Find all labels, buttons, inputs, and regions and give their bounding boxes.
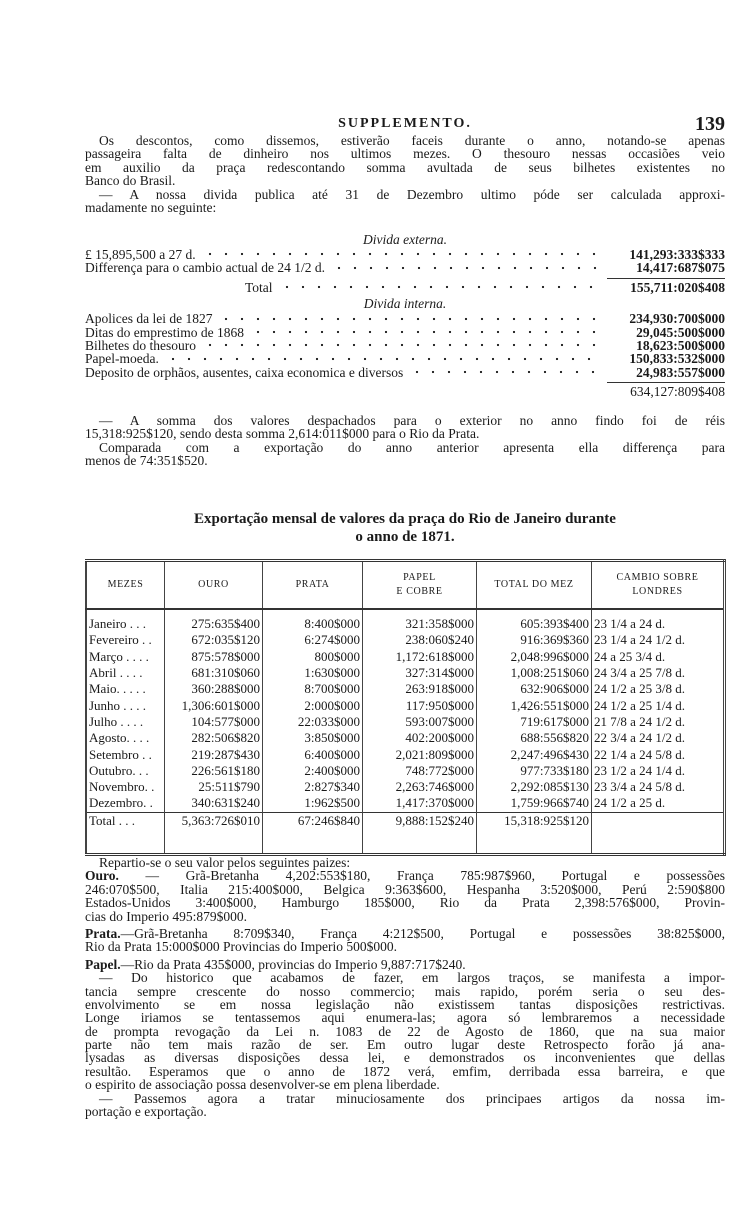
spacer-cell [477, 829, 592, 855]
public-debt-statement [85, 232, 725, 399]
text-line: Longe iriamos se tentassemos aqui enumera-las; agora só lembraremos a necessidade [85, 1010, 725, 1026]
cell-month: Abril . . . . [86, 665, 165, 681]
text-line: parte não tem mais razão de ser. Em outro lugar deste Retrospecto forão já ana- [85, 1037, 725, 1053]
spacer-cell [165, 829, 263, 855]
cell-exchange-rate: 24 1/2 a 25 d. [594, 795, 666, 811]
debt-grand-total: 634,127:809$408 [630, 384, 725, 400]
cell-paper-copper: 263:918$000 [363, 681, 477, 697]
cell-month: Maio. . . . . [86, 681, 165, 697]
text-line: portação e exportação. [85, 1104, 207, 1120]
leader-dots [250, 327, 599, 337]
debt-label: £ 15,895,500 a 27 d. [85, 246, 196, 262]
table-total-row [86, 812, 725, 829]
cell-exchange-rate: 24 3/4 a 25 7/8 d. [594, 665, 685, 681]
cell-gold: 104:577$000 [165, 714, 263, 730]
spacer-cell [86, 829, 165, 855]
col-header-months: MEZES [86, 561, 165, 610]
leader-dots [165, 354, 599, 364]
leader-dots [202, 249, 599, 259]
col-header-silver: PRATA [263, 561, 363, 610]
debt-value: 24,983:557$000 [636, 364, 725, 380]
page-header [85, 113, 725, 133]
cell-gold: 360:288$000 [165, 681, 263, 697]
debt-value: 150,833:532$000 [629, 351, 725, 367]
table-row [86, 681, 725, 697]
text-line: madamente no seguinte: [85, 199, 217, 215]
sum-rule [607, 382, 725, 383]
table-row [86, 714, 725, 730]
debt-row [85, 261, 725, 274]
cell-silver: 3:850$000 [263, 730, 363, 746]
text-run: —Grã-Bretanha 8:709$340, França 4:212$500, Portugal e possessões 38:825$000, [120, 925, 725, 941]
table-row [86, 697, 725, 713]
text-line: o espirito de associação possa desenvolver-se em plena liberdade. [85, 1077, 440, 1093]
cell-gold: 25:511$790 [165, 779, 263, 795]
cell-month-total: 977:733$180 [477, 763, 592, 779]
header-line: LONDRES [632, 586, 683, 597]
cell-month: Junho . . . . [86, 697, 165, 713]
cell-paper-copper: 1,172:618$000 [363, 649, 477, 665]
paragraph-discounts [85, 134, 725, 214]
text-line: cias do Imperio 495:879$000. [85, 908, 247, 924]
cell-silver: 2:000$000 [263, 697, 363, 713]
spacer-cell [363, 829, 477, 855]
cell-exchange-rate: 23 3/4 a 24 5/8 d. [594, 779, 685, 795]
col-header-gold: OURO [165, 561, 263, 610]
text-line: tancia sempre crescente do nosso commercio; mais rapido, porém seria o seu des- [85, 983, 725, 999]
cell-gold: 275:635$400 [165, 609, 263, 632]
cell-month: Agosto. . . . [86, 730, 165, 746]
text-line: Rio da Prata 15:000$000 Provincias do Imperio 500$000. [85, 939, 397, 955]
debt-label: Deposito de orphãos, ausentes, caixa economica e diversos [85, 364, 404, 380]
text-line: Repartio-se o seu valor pelos seguintes paizes: [99, 855, 351, 870]
cell-month: Outubro. . . [86, 763, 165, 779]
col-header-month-total: TOTAL DO MEZ [477, 561, 592, 610]
col-header-exchange [592, 561, 725, 610]
text-line: resultão. Esperamos que o anno de 1872 verá, emfim, derribada essa barreira, e que [85, 1063, 725, 1079]
text-line: de prompta revogação da Lei n. 1083 de 22 de Agosto de 1860, que na sua maior [85, 1023, 725, 1039]
text-line: menos de 74:351$520. [85, 453, 208, 469]
cell-silver: 67:246$840 [263, 812, 363, 829]
cell-exchange-rate: 22 3/4 a 24 1/2 d. [594, 730, 685, 746]
debt-row [85, 352, 725, 365]
debt-label: Bilhetes do thesouro [85, 337, 196, 353]
cell-gold: 340:631$240 [165, 795, 263, 812]
debt-row [85, 366, 725, 379]
cell-exchange-rate [592, 812, 725, 829]
debt-row [85, 312, 725, 325]
table-row [86, 649, 725, 665]
cell-month: Fevereiro . . [86, 632, 165, 648]
cell-month: Julho . . . . [86, 714, 165, 730]
debt-row [85, 339, 725, 352]
run-in-head: Prata. [85, 925, 121, 941]
run-in-head: Ouro. [85, 868, 119, 884]
sum-rule [607, 278, 725, 279]
cell-silver: 8:400$000 [263, 609, 363, 632]
debt-total-row [85, 281, 725, 294]
cell-silver: 1:962$500 [263, 795, 363, 812]
cell-silver: 800$000 [263, 649, 363, 665]
table-row [86, 665, 725, 681]
text-line: lysadas as diversas disposições dessa lei, e demonstrados os inconvenientes que dellas [85, 1050, 725, 1066]
table-row [86, 632, 725, 648]
text-line [85, 869, 725, 882]
text-run: —Rio da Prata 435$000, provincias do Imperio 9,887:717$240. [120, 956, 466, 972]
cell-silver: 6:274$000 [263, 632, 363, 648]
cell-month-total: 1,759:966$740 [477, 795, 592, 812]
debt-label: Apolices da lei de 1827 [85, 311, 213, 327]
text-line: passageira falta de dinheiro nos ultimos mezes. O thesouro nessas occasiões veio [85, 146, 725, 162]
run-in-head: Papel. [85, 956, 121, 972]
cell-paper-copper: 238:060$240 [363, 632, 477, 648]
table-title [85, 510, 725, 546]
cell-month: Setembro . . [86, 746, 165, 762]
cell-month-total: 916:369$360 [477, 632, 592, 648]
debt-row [85, 248, 725, 261]
debt-row [85, 326, 725, 339]
cell-exchange-rate: 24 a 25 3/4 d. [594, 648, 666, 664]
cell-paper-copper: 593:007$000 [363, 714, 477, 730]
header-line: CAMBIO SOBRE [616, 572, 699, 583]
debt-value: 29,045:500$000 [636, 324, 725, 340]
cell-gold: 219:287$430 [165, 746, 263, 762]
cell-exchange-rate: 23 1/4 a 24 1/2 d. [594, 632, 685, 648]
cell-exchange-rate: 22 1/4 a 24 5/8 d. [594, 746, 685, 762]
text-line: Os descontos, como dissemos, estiverão faceis durante o anno, notando-se apenas [99, 133, 725, 148]
cell-paper-copper: 748:772$000 [363, 763, 477, 779]
text-line: — Passemos agora a tratar minuciosamente dos principaes artigos da nossa im- [99, 1090, 725, 1106]
cell-silver: 2:400$000 [263, 763, 363, 779]
text-line [85, 958, 725, 971]
running-title: SUPPLEMENTO. [338, 116, 472, 131]
text-line: envolvimento se em nossa legislação não existissem tantas disposições restrictivas. [85, 996, 725, 1012]
text-run: — Grã-Bretanha 4,202:553$180, França 785:987$960, Portugal e possessões [118, 868, 725, 884]
table-spacer-row [86, 829, 725, 855]
leader-dots [279, 282, 599, 292]
cell-exchange-rate: 23 1/4 a 24 d. [594, 616, 666, 632]
cell-exchange-rate: 24 1/2 a 25 3/8 d. [594, 681, 685, 697]
cell-month-total: 2,048:996$000 [477, 649, 592, 665]
cell-gold: 5,363:726$010 [165, 812, 263, 829]
text-line: em auxilio da praça redescontando somma avultada de seus bilhetes existentes no [85, 159, 725, 175]
leader-dots [331, 263, 599, 273]
cell-month: Janeiro . . . [86, 609, 165, 632]
header-line: PAPEL [403, 572, 436, 583]
cell-gold: 681:310$060 [165, 665, 263, 681]
paragraph-distribution [85, 856, 725, 1118]
cell-gold: 672:035$120 [165, 632, 263, 648]
text-line: 246:070$500, Italia 215:400$000, Belgica 9:363$600, Hespanha 3:520$000, Perú 2:590$800 [85, 881, 725, 897]
debt-label: Papel-moeda. [85, 351, 159, 367]
cell-exchange-rate: 21 7/8 a 24 1/2 d. [594, 713, 685, 729]
text-line: Banco do Brasil. [85, 173, 176, 189]
cell-paper-copper: 2,021:809$000 [363, 746, 477, 762]
debt-value: 18,623:500$000 [636, 337, 725, 353]
internal-debt-title: Divida interna. [363, 296, 447, 312]
text-line: — A nossa divida publica até 31 de Dezembro ultimo póde ser calculada approxi- [99, 186, 725, 202]
page-number: 139 [695, 113, 725, 135]
debt-value: 141,293:333$333 [629, 246, 725, 262]
cell-gold: 226:561$180 [165, 763, 263, 779]
cell-month-total: 719:617$000 [477, 714, 592, 730]
cell-gold: 282:506$820 [165, 730, 263, 746]
cell-paper-copper: 9,888:152$240 [363, 812, 477, 829]
table-title-line: Exportação mensal de valores da praça do Rio de Janeiro durante [194, 511, 616, 527]
total-value: 155,711:020$408 [630, 279, 725, 295]
cell-month-total: 1,426:551$000 [477, 697, 592, 713]
external-debt-title: Divida externa. [363, 232, 447, 247]
cell-paper-copper: 117:950$000 [363, 697, 477, 713]
cell-month-total: 688:556$820 [477, 730, 592, 746]
cell-month: Março . . . . [86, 649, 165, 665]
table-row [86, 795, 725, 812]
cell-exchange-rate: 23 1/2 a 24 1/4 d. [594, 762, 685, 778]
text-line: — A somma dos valores despachados para o exterior no anno findo foi de réis [99, 413, 725, 428]
text-line: Estados-Unidos 3:400$000, Hamburgo 185$000, Rio da Prata 2,398:576$000, Provin- [85, 895, 725, 911]
leader-dots [202, 340, 599, 350]
paragraph-exports [85, 414, 725, 468]
cell-exchange-rate: 24 1/2 a 25 1/4 d. [594, 697, 685, 713]
cell-month-total: 2,292:085$130 [477, 779, 592, 795]
table-title-line: o anno de 1871. [355, 529, 455, 545]
cell-month-total: 632:906$000 [477, 681, 592, 697]
cell-paper-copper: 321:358$000 [363, 609, 477, 632]
header-line: E COBRE [396, 586, 443, 597]
cell-month-total: 1,008:251$060 [477, 665, 592, 681]
cell-month: Novembro. . [86, 779, 165, 795]
table-header-row [86, 561, 725, 610]
table-row [86, 609, 725, 632]
table-row [86, 730, 725, 746]
leader-dots [218, 314, 599, 324]
cell-silver: 8:700$000 [263, 681, 363, 697]
cell-silver: 2:827$340 [263, 779, 363, 795]
debt-value: 14,417:687$075 [636, 260, 725, 276]
total-label: Total [245, 279, 273, 295]
leader-dots [409, 367, 599, 377]
text-line [85, 927, 725, 940]
cell-gold: 1,306:601$000 [165, 697, 263, 713]
spacer-cell [592, 829, 725, 855]
cell-month-total: 15,318:925$120 [477, 812, 592, 829]
debt-label: Ditas do emprestimo de 1868 [85, 324, 244, 340]
table-row [86, 779, 725, 795]
text-line: — Do historico que acabamos de fazer, em largos traços, se manifesta a impor- [99, 970, 725, 986]
spacer-cell [263, 829, 363, 855]
cell-silver: 1:630$000 [263, 665, 363, 681]
debt-value: 234,930:700$000 [629, 311, 725, 327]
cell-month-total: 2,247:496$430 [477, 746, 592, 762]
debt-label: Differença para o cambio actual de 24 1/2 d. [85, 260, 326, 276]
table-row [86, 763, 725, 779]
text-line: 15,318:925$120, sendo desta somma 2,614:011$000 para o Rio da Prata. [85, 426, 480, 442]
table-row [86, 746, 725, 762]
cell-silver: 6:400$000 [263, 746, 363, 762]
cell-paper-copper: 327:314$000 [363, 665, 477, 681]
col-header-paper [363, 561, 477, 610]
cell-month: Total . . . [86, 812, 165, 829]
cell-paper-copper: 1,417:370$000 [363, 795, 477, 812]
cell-month-total: 605:393$400 [477, 609, 592, 632]
cell-month: Dezembro. . [86, 795, 165, 812]
text-line: Comparada com a exportação do anno anterior apresenta ella differença para [99, 439, 725, 455]
cell-paper-copper: 402:200$000 [363, 730, 477, 746]
cell-silver: 22:033$000 [263, 714, 363, 730]
cell-paper-copper: 2,263:746$000 [363, 779, 477, 795]
monthly-export-table [85, 559, 726, 856]
cell-gold: 875:578$000 [165, 649, 263, 665]
